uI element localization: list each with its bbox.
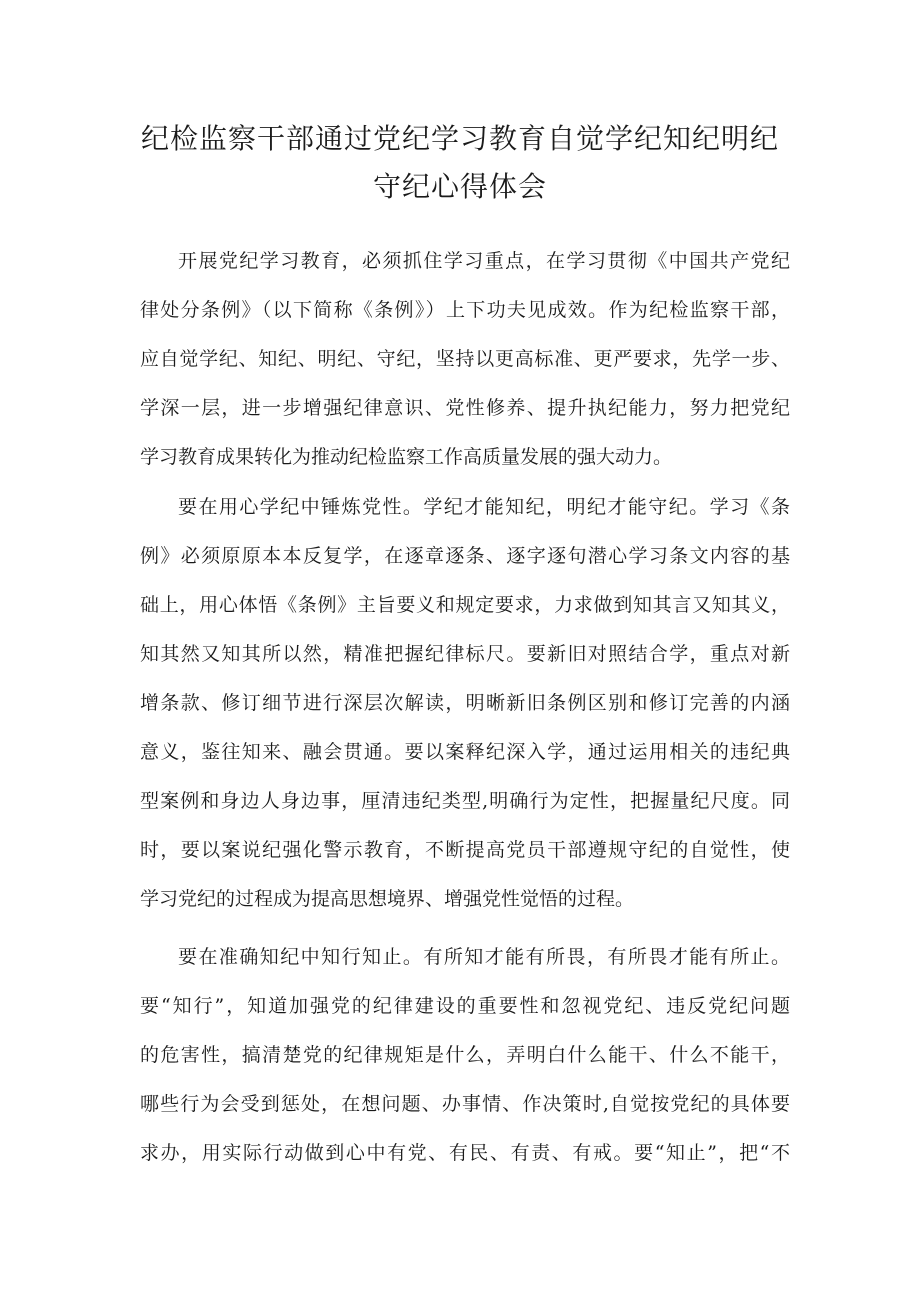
paragraph-line: 例》必须原原本本反复学，在逐章逐条、逐字逐句潜心学习条文内容的基 xyxy=(140,545,790,567)
paragraph-1 xyxy=(140,237,790,482)
paragraph-line: 要在用心学纪中锤炼党性。学纪才能知纪，明纪才能守纪。学习《条 xyxy=(178,496,790,518)
paragraph-line: 律处分条例》（以下简称《条例》）上下功夫见成效。作为纪检监察干部， xyxy=(140,299,790,321)
paragraph-line: 知其然又知其所以然，精准把握纪律标尺。要新旧对照结合学，重点对新 xyxy=(140,643,790,665)
document-title xyxy=(100,115,820,211)
paragraph-line: 增条款、修订细节进行深层次解读，明晰新旧条例区别和修订完善的内涵 xyxy=(140,692,790,714)
paragraph-line: 应自觉学纪、知纪、明纪、守纪，坚持以更高标准、更严要求，先学一步、 xyxy=(140,348,790,370)
paragraph-line: 求办，用实际行动做到心中有党、有民、有责、有戒。要“知止”，把“不 xyxy=(140,1142,790,1164)
paragraph-line: 开展党纪学习教育，必须抓住学习重点，在学习贯彻《中国共产党纪 xyxy=(178,250,790,272)
paragraph-line: 哪些行为会受到惩处，在想问题、办事情、作决策时,自觉按党纪的具体要 xyxy=(140,1093,790,1115)
paragraph-line: 学习党纪的过程成为提高思想境界、增强党性觉悟的过程。 xyxy=(140,888,635,910)
paragraph-line: 础上，用心体悟《条例》主旨要义和规定要求，力求做到知其言又知其义， xyxy=(140,594,790,616)
paragraph-line: 学习教育成果转化为推动纪检监察工作高质量发展的强大动力。 xyxy=(140,446,673,468)
paragraph-line: 的危害性，搞清楚党的纪律规矩是什么，弄明白什么能干、什么不能干， xyxy=(140,1044,790,1066)
paragraph-line: 要“知行”，知道加强党的纪律建设的重要性和忽视党纪、违反党纪问题 xyxy=(140,995,790,1017)
title-line-1: 纪检监察干部通过党纪学习教育自觉学纪知纪明纪 xyxy=(140,122,779,155)
paragraph-line: 要在准确知纪中知行知止。有所知才能有所畏，有所畏才能有所止。 xyxy=(178,946,790,968)
paragraph-line: 意义，鉴往知来、融会贯通。要以案释纪深入学，通过运用相关的违纪典 xyxy=(140,741,790,763)
paragraph-line: 学深一层，进一步增强纪律意识、党性修养、提升执纪能力，努力把党纪 xyxy=(140,397,790,419)
paragraph-line: 时，要以案说纪强化警示教育，不断提高党员干部遵规守纪的自觉性，使 xyxy=(140,839,790,861)
paragraph-line: 型案例和身边人身边事，厘清违纪类型,明确行为定性，把握量纪尺度。同 xyxy=(140,790,790,812)
paragraph-3 xyxy=(140,933,790,1178)
title-line-2: 守纪心得体会 xyxy=(372,170,547,203)
paragraph-2 xyxy=(140,483,790,924)
